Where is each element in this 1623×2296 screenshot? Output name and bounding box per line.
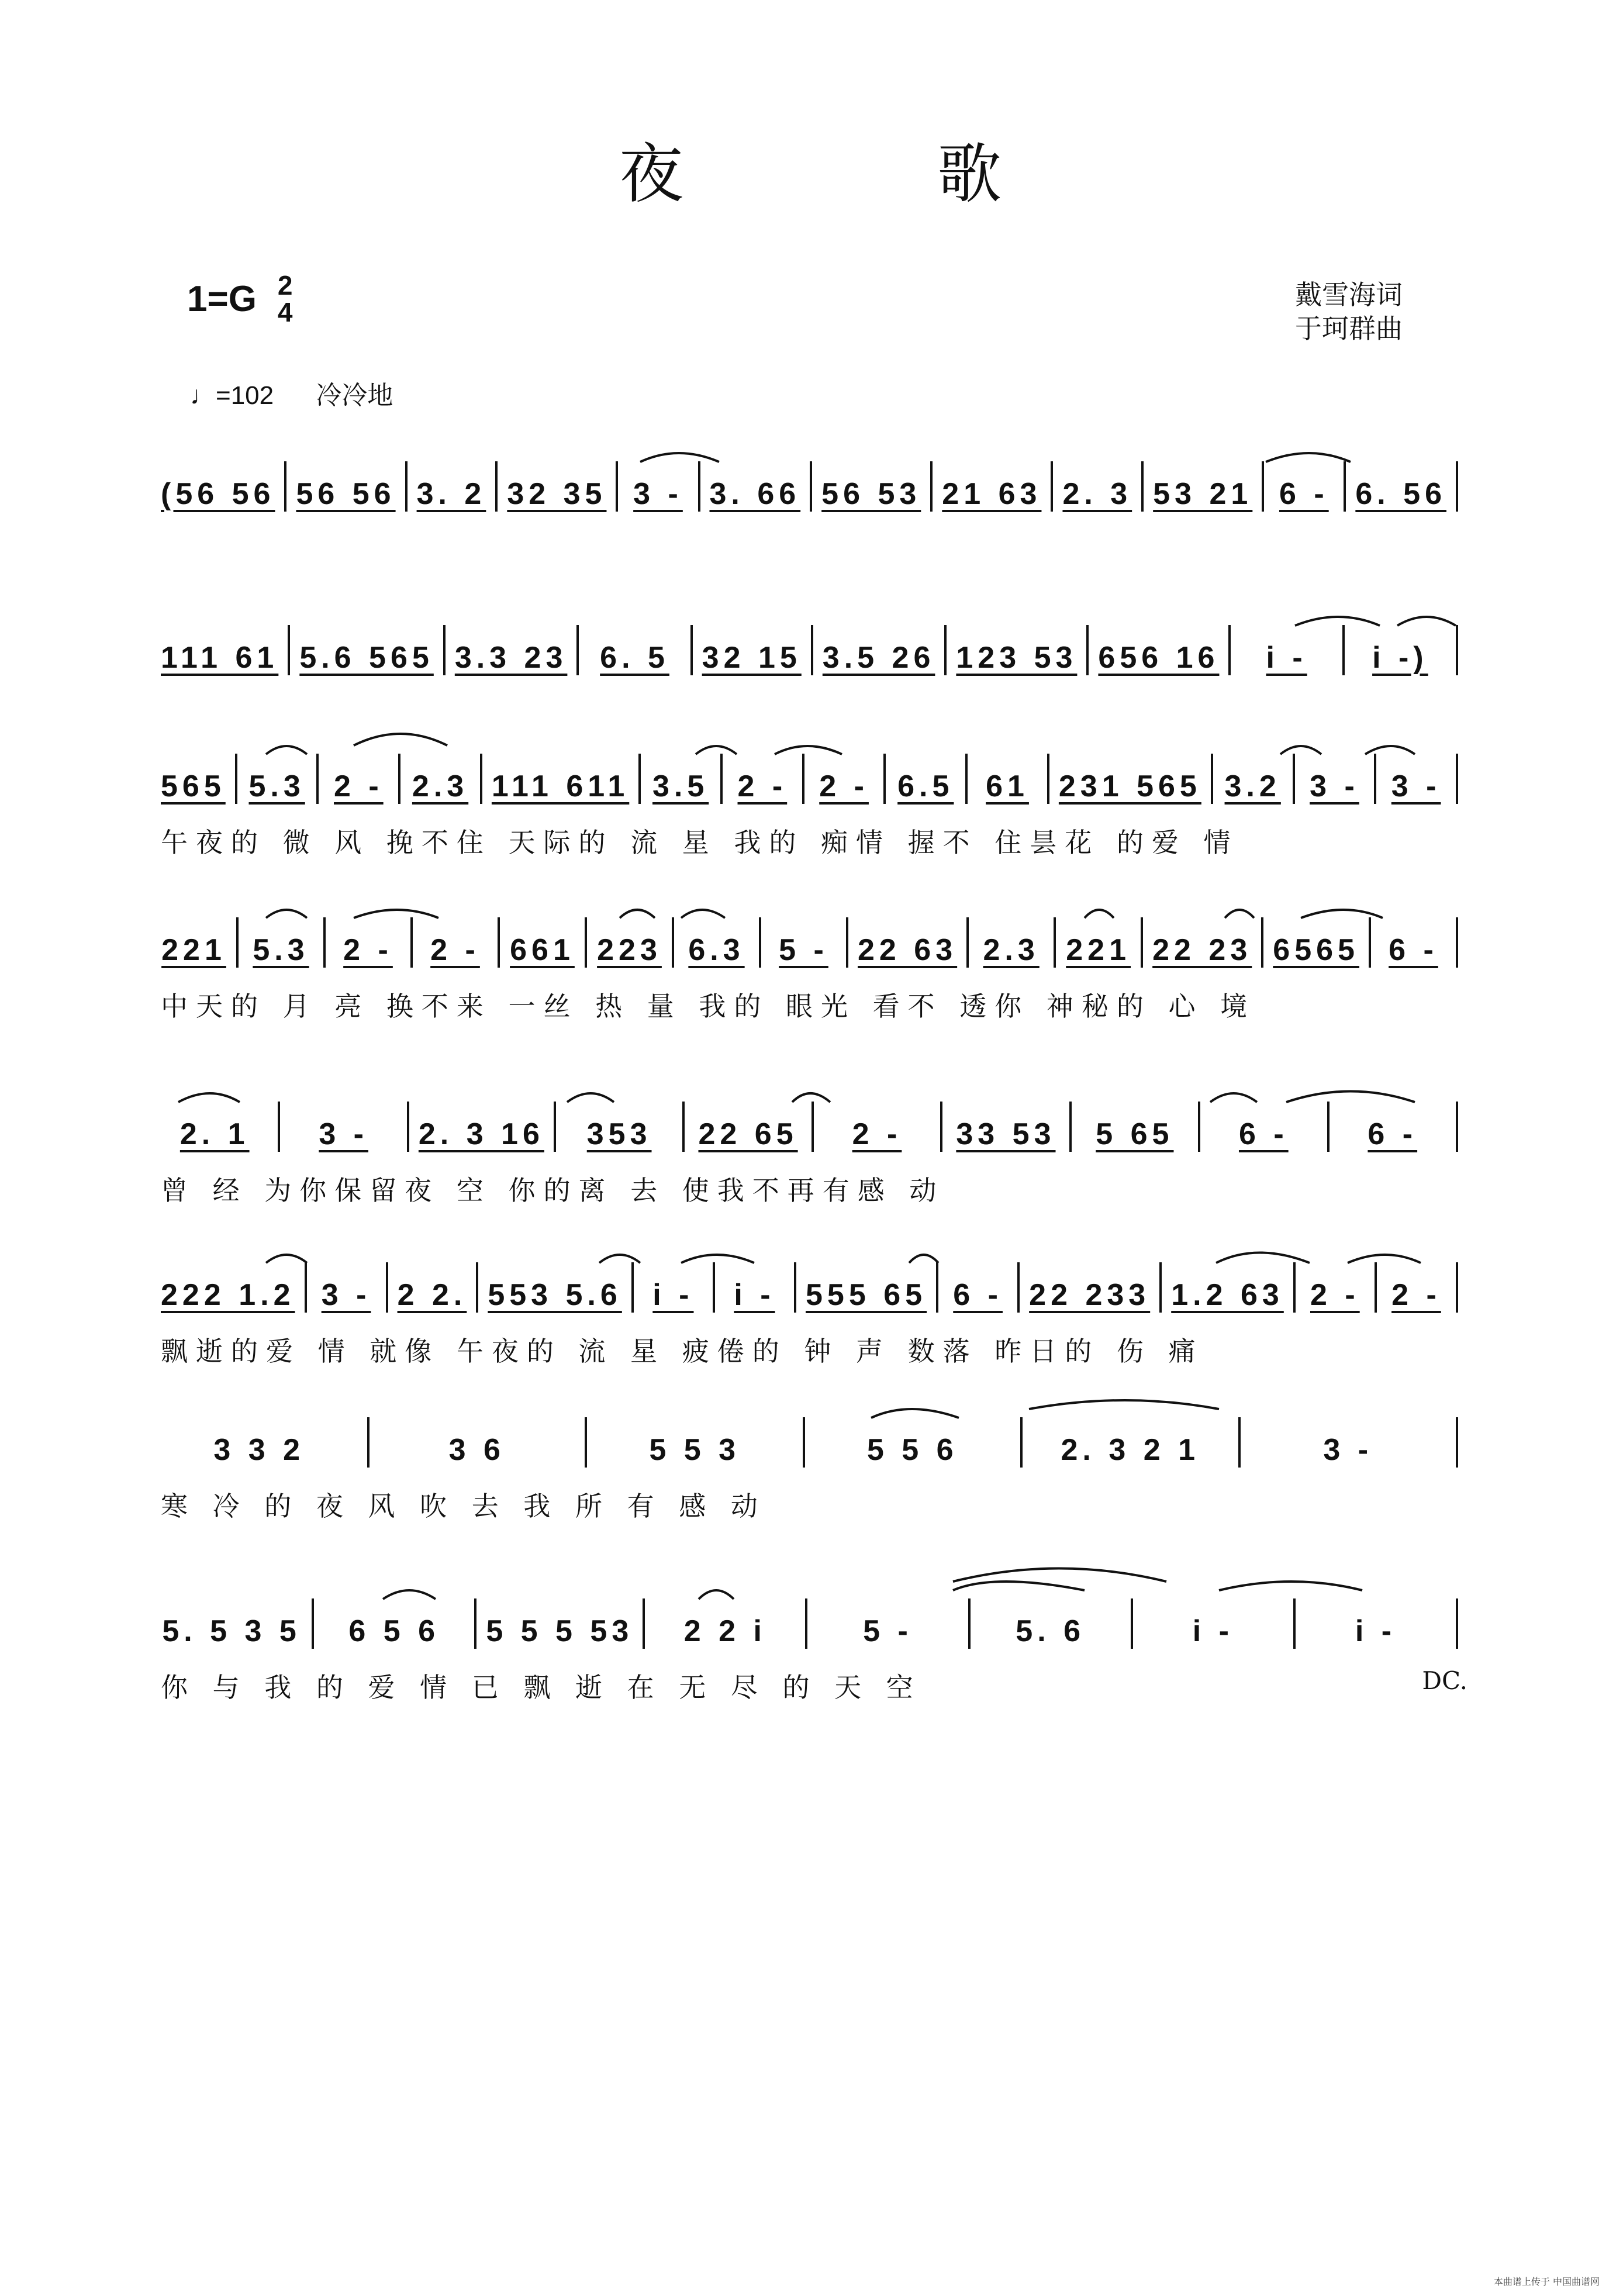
barline (936, 1262, 938, 1313)
measure: 656 16 (1098, 641, 1220, 675)
barline (1344, 461, 1346, 512)
measure: 221 (1066, 933, 1131, 967)
measure: 221 (161, 933, 226, 967)
measure: 1.2 63 (1171, 1278, 1284, 1312)
lyrics-row: 飘逝的爱 情 就像 午夜的 流 星 疲倦的 钟 声 数落 昨日的 伤 痛 (161, 1335, 1204, 1367)
tempo-value: ♩=102 (190, 381, 274, 410)
barline (930, 461, 933, 512)
barline (284, 461, 286, 512)
measure: 56 56 (296, 477, 396, 511)
barline (1293, 1598, 1296, 1649)
measure: 6 - (1238, 1117, 1289, 1151)
measure: 5 5 6 (866, 1433, 958, 1467)
score-line (161, 1257, 1467, 1369)
barline (1141, 461, 1144, 512)
barline (1047, 754, 1049, 804)
barline (1228, 625, 1231, 675)
barline (811, 1102, 814, 1152)
lyricist-credit: 戴雪海词 (1295, 279, 1403, 310)
barline (1293, 1262, 1296, 1313)
barline (1369, 917, 1371, 968)
barline (759, 917, 761, 968)
barline (1456, 917, 1458, 968)
measure: 22 65 (698, 1117, 798, 1151)
barline (476, 1262, 478, 1313)
measure: 123 53 (956, 641, 1078, 675)
measure: 2. 1 (179, 1117, 250, 1151)
barline (386, 1262, 388, 1313)
measure: 2 2 i (683, 1614, 766, 1648)
score-line (161, 748, 1467, 860)
barline (1342, 625, 1345, 675)
score-line (161, 1412, 1467, 1524)
barline (965, 754, 968, 804)
lyrics-row: 中天的 月 亮 换不来 一丝 热 量 我的 眼光 看不 透你 神秘的 心 境 (161, 990, 1256, 1022)
measure: 32 35 (507, 477, 607, 511)
measure: 3 - (319, 1117, 368, 1151)
barline (672, 917, 674, 968)
measure: 3 6 (448, 1433, 505, 1467)
barline (554, 1102, 556, 1152)
barline (323, 917, 326, 968)
measure: 5 5 3 (649, 1433, 741, 1467)
barline (576, 625, 579, 675)
lyrics-row: 寒 冷 的 夜 风 吹 去 我 所 有 感 动 (161, 1490, 766, 1522)
time-top: 2 (277, 270, 293, 301)
measure: 2 - (852, 1117, 902, 1151)
measure: 6565 (1273, 933, 1359, 967)
measure: 2.3 (983, 933, 1040, 967)
measure: 3 3 2 (213, 1433, 305, 1467)
barline (810, 461, 812, 512)
measure: 5 - (779, 933, 828, 967)
time-signature (278, 272, 293, 326)
measure: 5 5 5 53 (486, 1614, 634, 1648)
measure: i - (1192, 1614, 1234, 1648)
barline (1261, 917, 1263, 968)
measure: 2.3 (412, 769, 469, 803)
barline (940, 1102, 942, 1152)
measure: 6. 5 (600, 641, 669, 675)
footer-watermark: 本曲谱上传于 中国曲谱网 (1493, 2276, 1600, 2287)
barline (1327, 1102, 1330, 1152)
measure: 353 (586, 1117, 652, 1151)
barline (720, 754, 723, 804)
barline (698, 461, 700, 512)
credits (1295, 278, 1403, 346)
key-signature (187, 272, 293, 326)
barline (1017, 1262, 1020, 1313)
score-line (161, 1096, 1467, 1208)
barline (398, 754, 400, 804)
barline (802, 754, 804, 804)
notation-row (161, 1096, 1467, 1152)
lyrics-row: 曾 经 为你保留夜 空 你的离 去 使我不再有感 动 (161, 1175, 945, 1206)
measure: 5. 6 (1016, 1614, 1086, 1648)
measure: 222 1.2 (161, 1278, 295, 1312)
expression-mark: 冷冷地 (316, 381, 393, 410)
measure: 61 (986, 769, 1029, 803)
measure: 22 233 (1029, 1278, 1151, 1312)
barline (1141, 917, 1143, 968)
measure: 3. 66 (709, 477, 801, 511)
measure: 33 53 (956, 1117, 1056, 1151)
barline (498, 917, 500, 968)
barline (1456, 625, 1458, 675)
barline (480, 754, 482, 804)
barline (1020, 1417, 1023, 1468)
barline (585, 917, 587, 968)
barline (1054, 917, 1056, 968)
barline (1262, 461, 1264, 512)
notation-row (161, 620, 1467, 675)
barline (474, 1598, 476, 1649)
notation-row (161, 1412, 1467, 1468)
title-char-2: 歌 (937, 137, 1004, 212)
barline (643, 1598, 645, 1649)
measure: 3.3 23 (454, 641, 568, 675)
barline (966, 917, 969, 968)
measure: 3. 2 (416, 477, 486, 511)
song-title (0, 123, 1623, 215)
measure: 6 - (1368, 1117, 1418, 1151)
slur (953, 1569, 1166, 1582)
slur (953, 1582, 1085, 1590)
barline (305, 1262, 307, 1313)
measure: 6 - (1279, 477, 1329, 511)
slur (1219, 1582, 1362, 1590)
measure: 6.3 (688, 933, 745, 967)
measure: 2 - (819, 769, 869, 803)
barline (235, 754, 237, 804)
measure: 3 - (633, 477, 683, 511)
barline (713, 1262, 715, 1313)
barline (690, 625, 693, 675)
measure: 2. 3 2 1 (1061, 1433, 1200, 1467)
score-line (161, 1593, 1467, 1705)
measure: 111 61 (161, 641, 279, 675)
barline (1198, 1102, 1200, 1152)
score-line (161, 456, 1467, 529)
barline (495, 461, 498, 512)
measure: 6.5 (897, 769, 954, 803)
score-line (161, 912, 1467, 1024)
measure: 3.5 (652, 769, 709, 803)
tempo-marking (190, 374, 393, 412)
title-char-1: 夜 (619, 137, 686, 212)
measure: 3.2 (1224, 769, 1281, 803)
measure: 22 23 (1152, 933, 1252, 967)
barline (811, 625, 813, 675)
measure: 111 611 (491, 769, 630, 803)
barline (1159, 1262, 1162, 1313)
notation-row (161, 456, 1467, 512)
measure: 53 21 (1153, 477, 1253, 511)
barline (1456, 1262, 1458, 1313)
barline (794, 1262, 796, 1313)
measure: 565 (161, 769, 226, 803)
measure: 2 - (334, 769, 384, 803)
measure: 22 63 (858, 933, 958, 967)
measure: 2 - (430, 933, 480, 967)
barline (846, 917, 848, 968)
barline (638, 754, 641, 804)
measure: 223 (597, 933, 662, 967)
barline (1293, 754, 1295, 804)
barline (1375, 1262, 1377, 1313)
measure: i -) (1372, 641, 1428, 675)
barline (616, 461, 618, 512)
measure: 3.5 26 (822, 641, 935, 675)
barline (1131, 1598, 1133, 1649)
barline (405, 461, 408, 512)
measure: 2. 3 16 (418, 1117, 544, 1151)
measure: 32 15 (702, 641, 802, 675)
barline (278, 1102, 280, 1152)
key-label: 1=G (187, 278, 257, 319)
measure: 5 - (863, 1614, 913, 1648)
measure: i - (1266, 641, 1307, 675)
measure: 5.3 (248, 769, 305, 803)
barline (407, 1102, 409, 1152)
measure: 6 - (1389, 933, 1438, 967)
barline (1051, 461, 1053, 512)
notation-row (161, 1257, 1467, 1313)
barline (805, 1598, 807, 1649)
measure: 3 - (1323, 1433, 1373, 1467)
lyrics-row: 你 与 我 的 爱 情 已 飘 逝 在 无 尽 的 天 空 (161, 1672, 921, 1703)
barline (1086, 625, 1089, 675)
barline (803, 1417, 805, 1468)
time-bottom: 4 (277, 297, 293, 327)
barline (367, 1417, 370, 1468)
measure: 5.6 565 (299, 641, 434, 675)
measure: 6 - (953, 1278, 1003, 1312)
notation-row (161, 748, 1467, 804)
da-capo-mark: DC. (1422, 1666, 1467, 1695)
barline (1238, 1417, 1241, 1468)
measure: 3 - (321, 1278, 371, 1312)
measure: 2. 3 (1062, 477, 1132, 511)
measure: 2 - (343, 933, 393, 967)
measure: 3 - (1310, 769, 1359, 803)
barline (443, 625, 446, 675)
barline (944, 625, 947, 675)
measure: 553 5.6 (488, 1278, 622, 1312)
measure: 2 - (1391, 1278, 1441, 1312)
measure: 2 - (737, 769, 788, 803)
barline (312, 1598, 314, 1649)
measure: i - (652, 1278, 694, 1312)
measure: 3 - (1391, 769, 1441, 803)
barline (1456, 461, 1458, 512)
barline (1456, 754, 1458, 804)
measure: 21 63 (942, 477, 1042, 511)
notation-row (161, 1593, 1467, 1649)
measure: 231 565 (1058, 769, 1201, 803)
barline (1069, 1102, 1072, 1152)
barline (1456, 1598, 1458, 1649)
barline (236, 917, 239, 968)
barline (410, 917, 413, 968)
barline (316, 754, 319, 804)
lyrics-row: 午夜的 微 风 挽不住 天际的 流 星 我的 痴情 握不 住昙花 的爱 情 (161, 827, 1239, 858)
barline (968, 1598, 971, 1649)
barline (883, 754, 886, 804)
measure: i - (734, 1278, 775, 1312)
measure: (56 56 (161, 477, 275, 511)
composer-credit: 于珂群曲 (1295, 313, 1403, 344)
slur (1029, 1400, 1219, 1409)
measure: 56 53 (821, 477, 921, 511)
measure: 555 65 (806, 1278, 927, 1312)
barline (1456, 1417, 1458, 1468)
barline (682, 1102, 685, 1152)
notation-row (161, 912, 1467, 968)
barline (631, 1262, 634, 1313)
measure: 661 (510, 933, 575, 967)
measure: 5.3 (253, 933, 309, 967)
measure: 5. 5 3 5 (162, 1614, 301, 1648)
barline (288, 625, 290, 675)
barline (1374, 754, 1376, 804)
slur (354, 734, 447, 745)
measure: 6 5 6 (348, 1614, 440, 1648)
measure: 5 65 (1096, 1117, 1174, 1151)
score-line (161, 620, 1467, 693)
barline (1211, 754, 1213, 804)
measure: 2 - (1310, 1278, 1360, 1312)
measure: 6. 56 (1355, 477, 1446, 511)
measure: i - (1355, 1614, 1397, 1648)
barline (1456, 1102, 1458, 1152)
barline (585, 1417, 587, 1468)
measure: 2 2. (397, 1278, 467, 1312)
